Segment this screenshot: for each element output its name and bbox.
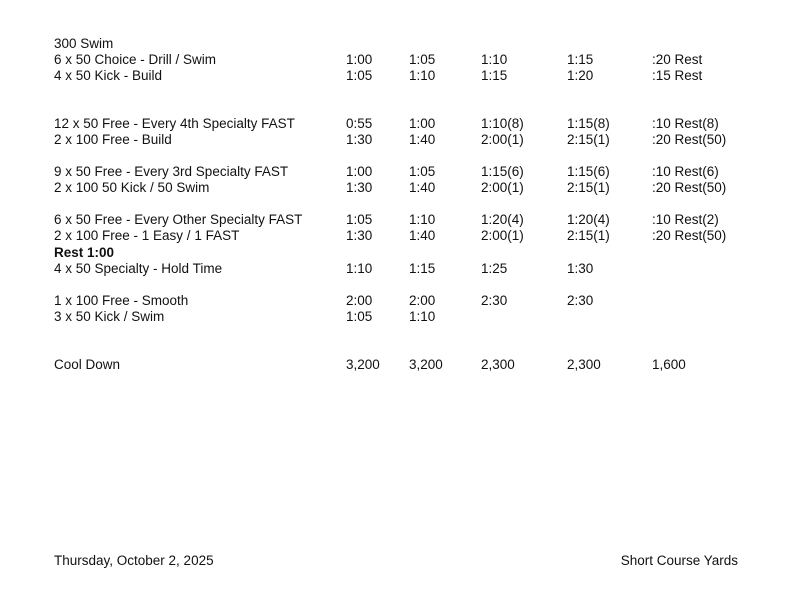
warmup-kick-row [0, 68, 792, 84]
interval-2: 1:05 [409, 164, 436, 179]
footer-course: Short Course Yards [620, 553, 738, 568]
rest-value: :20 Rest(50) [652, 180, 727, 195]
row-description: 9 x 50 Free - Every 3rd Specialty FAST [54, 164, 289, 179]
row-description: Cool Down [54, 357, 121, 372]
interval-3: 1:25 [481, 261, 508, 276]
row-description: 6 x 50 Free - Every Other Specialty FAST [54, 212, 303, 227]
interval-2: 1:05 [409, 52, 436, 67]
interval-2: 1:15 [409, 261, 436, 276]
rest-value: :20 Rest(50) [652, 228, 727, 243]
interval-1: 1:00 [346, 52, 373, 67]
interval-2: 1:00 [409, 116, 436, 131]
interval-1: 1:30 [346, 228, 373, 243]
interval-3: 2:00(1) [481, 180, 524, 195]
row-description: 300 Swim [54, 36, 114, 51]
set4-row-2 [0, 309, 792, 325]
interval-2: 1:10 [409, 212, 436, 227]
total-4: 2,300 [567, 357, 601, 372]
rest-value: :10 Rest(2) [652, 212, 719, 227]
total-5: 1,600 [652, 357, 686, 372]
interval-1: 1:05 [346, 212, 373, 227]
row-description: 2 x 100 50 Kick / 50 Swim [54, 180, 210, 195]
interval-4: 1:15 [567, 52, 594, 67]
rest-label: Rest 1:00 [54, 245, 115, 260]
set1-row-2 [0, 132, 792, 148]
interval-4: 1:20(4) [567, 212, 610, 227]
rest-value: :20 Rest(50) [652, 132, 727, 147]
rest-value: :10 Rest(6) [652, 164, 719, 179]
interval-2: 1:40 [409, 180, 436, 195]
interval-2: 1:40 [409, 132, 436, 147]
total-2: 3,200 [409, 357, 443, 372]
interval-4: 2:15(1) [567, 132, 610, 147]
interval-3: 2:00(1) [481, 132, 524, 147]
interval-1: 1:30 [346, 132, 373, 147]
set2-row-1 [0, 164, 792, 180]
interval-4: 1:20 [567, 68, 594, 83]
row-description: 2 x 100 Free - Build [54, 132, 172, 147]
set3-row-1 [0, 212, 792, 228]
interval-4: 2:15(1) [567, 228, 610, 243]
warmup-swim-row [0, 36, 792, 52]
interval-1: 1:10 [346, 261, 373, 276]
interval-3: 1:20(4) [481, 212, 524, 227]
interval-2: 1:10 [409, 68, 436, 83]
interval-2: 1:40 [409, 228, 436, 243]
row-description: 3 x 50 Kick / Swim [54, 309, 165, 324]
interval-1: 1:05 [346, 68, 373, 83]
row-description: 4 x 50 Specialty - Hold Time [54, 261, 223, 276]
row-description: 12 x 50 Free - Every 4th Specialty FAST [54, 116, 295, 131]
footer-date: Thursday, October 2, 2025 [54, 553, 214, 568]
interval-1: 1:05 [346, 309, 373, 324]
warmup-choice-row [0, 52, 792, 68]
interval-1: 1:00 [346, 164, 373, 179]
interval-4: 2:15(1) [567, 180, 610, 195]
interval-4: 1:15(8) [567, 116, 610, 131]
rest-value: :20 Rest [652, 52, 703, 67]
row-description: 1 x 100 Free - Smooth [54, 293, 189, 308]
row-description: 2 x 100 Free - 1 Easy / 1 FAST [54, 228, 240, 243]
interval-3: 2:30 [481, 293, 508, 308]
interval-4: 1:15(6) [567, 164, 610, 179]
interval-4: 1:30 [567, 261, 594, 276]
interval-2: 2:00 [409, 293, 436, 308]
row-description: 4 x 50 Kick - Build [54, 68, 163, 83]
set1-row-1 [0, 116, 792, 132]
interval-3: 2:00(1) [481, 228, 524, 243]
set2-row-2 [0, 180, 792, 196]
rest-value: :10 Rest(8) [652, 116, 719, 131]
set4-row-1 [0, 293, 792, 309]
interval-1: 0:55 [346, 116, 373, 131]
rest-row [0, 245, 792, 261]
total-3: 2,300 [481, 357, 515, 372]
interval-3: 1:15 [481, 68, 508, 83]
interval-3: 1:10(8) [481, 116, 524, 131]
set3-row-2 [0, 228, 792, 244]
total-1: 3,200 [346, 357, 380, 372]
specialty-row [0, 261, 792, 277]
cooldown-row [0, 357, 792, 373]
interval-4: 2:30 [567, 293, 594, 308]
interval-1: 1:30 [346, 180, 373, 195]
interval-3: 1:15(6) [481, 164, 524, 179]
interval-2: 1:10 [409, 309, 436, 324]
row-description: 6 x 50 Choice - Drill / Swim [54, 52, 217, 67]
interval-1: 2:00 [346, 293, 373, 308]
rest-value: :15 Rest [652, 68, 703, 83]
interval-3: 1:10 [481, 52, 508, 67]
